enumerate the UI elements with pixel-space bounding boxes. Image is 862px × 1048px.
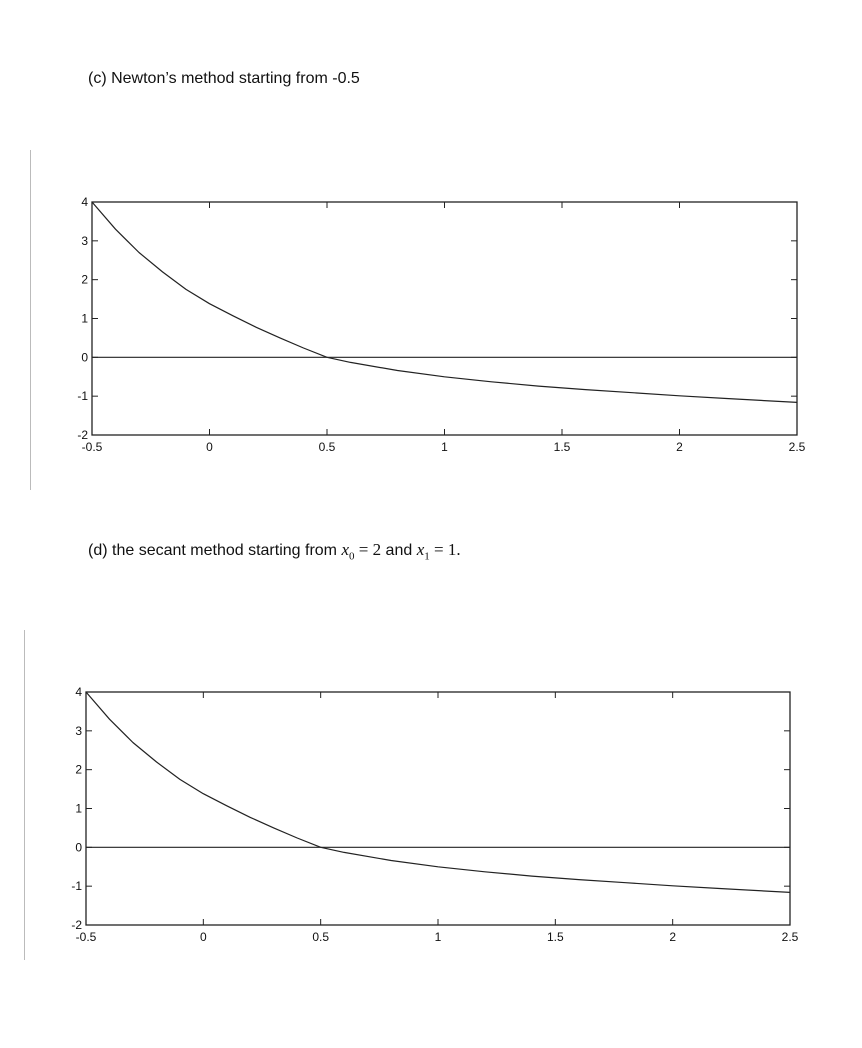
newton-chart-curve-line bbox=[92, 202, 797, 402]
secant-chart-ytick-label: -2 bbox=[71, 918, 82, 932]
secant-chart-xtick-label: 2.5 bbox=[781, 930, 799, 944]
secant-chart-ytick-label: 1 bbox=[75, 801, 82, 816]
secant-chart-xtick-label: 0 bbox=[199, 930, 207, 944]
newton-chart-plot-frame bbox=[92, 202, 797, 435]
x0-subscript: 0 bbox=[349, 550, 355, 563]
newton-chart-xtick-label: 2 bbox=[676, 440, 683, 454]
secant-chart-ytick-label: 3 bbox=[75, 723, 82, 738]
newton-chart-xtick-label: 1.5 bbox=[553, 440, 571, 454]
caption-x0-expression bbox=[341, 540, 382, 563]
newton-chart-ytick-label: -2 bbox=[77, 428, 88, 442]
caption-secant-method bbox=[88, 540, 461, 562]
caption-secant-prefix: (d) the secant method starting from bbox=[88, 542, 342, 559]
x1-subscript: 1 bbox=[424, 550, 430, 563]
newton-chart-xtick-label: 2.5 bbox=[788, 440, 806, 454]
secant-chart-ytick-label: 4 bbox=[75, 685, 82, 699]
caption-x1-expression bbox=[416, 540, 461, 563]
newton-chart-xtick-label: 0.5 bbox=[318, 440, 336, 454]
caption-newton-method: (c) Newton’s method starting from -0.5 bbox=[88, 70, 360, 87]
secant-chart-xtick-label: 1 bbox=[434, 930, 442, 944]
newton-chart-xtick-label: 1 bbox=[441, 440, 448, 454]
x0-variable: x bbox=[341, 540, 349, 559]
secant-chart-ytick-label: 2 bbox=[75, 762, 82, 777]
secant-chart-xtick-label: 1.5 bbox=[546, 930, 564, 944]
secant-chart-xtick-label: 0.5 bbox=[312, 930, 330, 944]
secant-chart-curve-line bbox=[86, 692, 790, 892]
x0-value: = 2 bbox=[354, 540, 382, 559]
chart-newton-method bbox=[0, 180, 862, 470]
x1-value: = 1. bbox=[429, 540, 461, 559]
newton-chart-xtick-label: 0 bbox=[206, 440, 213, 454]
newton-chart-ytick-label: 2 bbox=[81, 272, 88, 287]
chart-secant-method bbox=[0, 670, 862, 960]
secant-chart-ytick-label: -1 bbox=[71, 879, 82, 894]
secant-chart-xtick-label: 2 bbox=[669, 930, 677, 944]
secant-chart-xtick-label: -0.5 bbox=[75, 930, 97, 944]
secant-chart-ytick-label: 0 bbox=[75, 840, 82, 855]
x1-variable: x bbox=[416, 540, 425, 559]
newton-chart-xtick-label: -0.5 bbox=[81, 440, 103, 454]
newton-chart-ytick-label: 1 bbox=[81, 311, 88, 326]
newton-chart-ytick-label: 3 bbox=[81, 233, 88, 248]
caption-and: and bbox=[381, 542, 417, 559]
secant-chart-plot-frame bbox=[86, 692, 790, 925]
newton-chart-ytick-label: 4 bbox=[81, 195, 88, 209]
newton-chart-ytick-label: 0 bbox=[81, 350, 88, 365]
newton-chart-ytick-label: -1 bbox=[77, 389, 88, 404]
